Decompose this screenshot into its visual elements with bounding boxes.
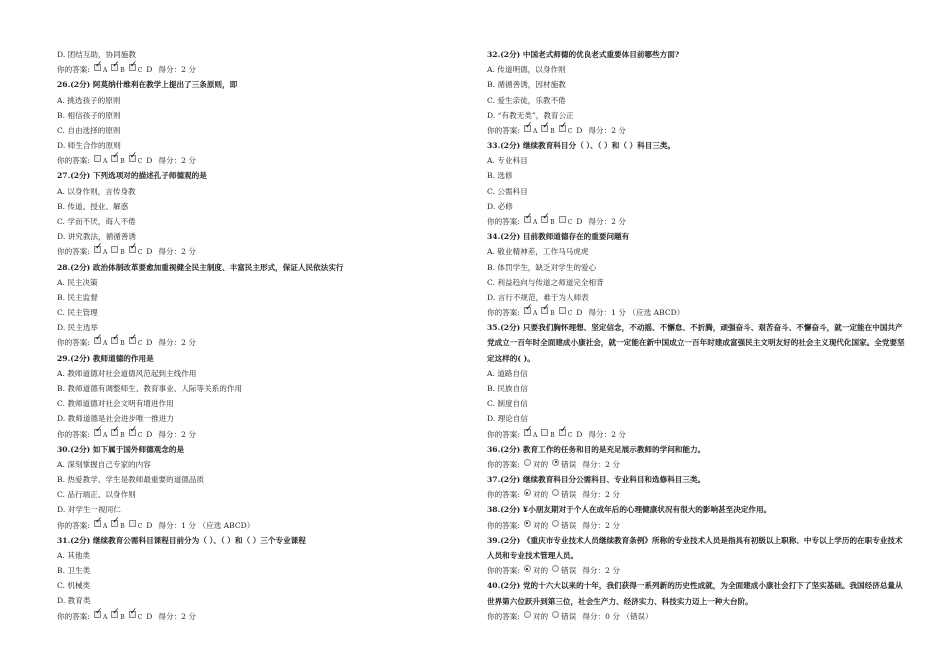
option-text: D. 团结互助，协同施教 xyxy=(57,50,136,59)
question-text: 32.(2分) 中国老式师德的优良老式重要体目前哪些方面? xyxy=(487,50,680,59)
option-letter: C xyxy=(137,613,143,621)
option-text: B. 热爱教学、学生是教师最重要的道德品质 xyxy=(57,475,205,485)
question-text: 26.(2分) 阿莫纳什维利在教学上提出了三条原则，即 xyxy=(57,80,238,90)
radio-true-label: 对的 xyxy=(532,459,549,469)
score-text: 得分：2 分 xyxy=(582,490,620,500)
answer-label: 你的答案: xyxy=(487,520,520,530)
question-text: 31.(2分) 继续教育公需科目课程目前分为（ ）、（ ）和（ ）三个专业课程 xyxy=(57,535,306,545)
option-text: B. 相信孩子的原则 xyxy=(57,110,121,120)
radio-false[interactable] xyxy=(552,520,559,527)
option-letter: C xyxy=(567,310,573,318)
score-text: 得分：2 分 xyxy=(588,216,627,226)
option-letter: D xyxy=(576,216,583,226)
option-text: A. 传道明德，以身作则 xyxy=(487,65,566,75)
answer-row xyxy=(487,307,684,318)
answer-checkbox[interactable] xyxy=(111,64,118,71)
option-text: D. 言行不规范，难于为人师表 xyxy=(487,292,589,302)
answer-row xyxy=(57,337,196,348)
option-text: D. 教育类 xyxy=(57,596,91,606)
answer-row xyxy=(487,216,626,227)
score-text: 得分：2 分 xyxy=(158,65,197,75)
score-text: 得分：2 分 xyxy=(588,429,627,439)
option-letter: D xyxy=(146,429,153,439)
option-text: B. 民族自信 xyxy=(487,383,528,393)
option-text: A. 敬业精神差，工作马马虎虎 xyxy=(487,247,589,257)
option-text: D. 讲究教法，循循善诱 xyxy=(57,232,136,242)
option-text: C. 利益趋向与传道之师道完全相背 xyxy=(487,277,604,287)
score-text: 得分：1 分 （应选 ABCD） xyxy=(588,308,685,318)
answer-label: 你的答案: xyxy=(57,520,90,530)
option-letter: A xyxy=(102,613,108,621)
answer-label: 你的答案: xyxy=(487,459,520,469)
option-text: A. 教师道德对社会道德风范起到主线作用 xyxy=(57,368,197,378)
option-letter: B xyxy=(120,613,125,621)
score-text: 得分：2 分 xyxy=(582,566,620,576)
score-text: 得分：1 分 （应选 ABCD） xyxy=(158,520,255,530)
option-letter: C xyxy=(567,127,573,135)
answer-label: 你的答案: xyxy=(487,611,520,621)
radio-false[interactable] xyxy=(552,611,559,618)
option-letter: A xyxy=(532,310,538,318)
answer-row xyxy=(487,429,626,440)
answer-label: 你的答案: xyxy=(57,611,90,621)
answer-label: 你的答案: xyxy=(487,429,520,439)
answer-checkbox[interactable] xyxy=(111,337,118,344)
option-letter: C xyxy=(137,158,143,166)
question-text: 37.(2分) 继续教育科目分公需科目、专业科目和选修科目三类。 xyxy=(487,475,706,485)
answer-checkbox[interactable] xyxy=(94,429,101,436)
option-text: A. 道路自信 xyxy=(487,368,528,378)
option-text: D. 民主选举 xyxy=(57,323,99,333)
option-letter: D xyxy=(146,247,153,257)
answer-row xyxy=(57,611,196,622)
answer-checkbox[interactable] xyxy=(559,429,566,436)
answer-checkbox[interactable] xyxy=(94,611,101,618)
question-text: 35.(2分) 只要我们胸怀理想、坚定信念，不动摇、不懈怠、不折腾，顽强奋斗、艰苦奋斗、不懈奋斗，就一定能在中国共产党成立一百年时全面建成小康社会，就一定能在新中国成立一百年时建成富强民主文明友好的社会主义现代化国家。全党要坚定这样的( )。 xyxy=(487,323,905,363)
option-letter: C xyxy=(137,522,143,530)
answer-checkbox[interactable] xyxy=(94,246,101,253)
option-letter: A xyxy=(102,340,108,348)
answer-row xyxy=(487,125,626,136)
answer-checkbox[interactable] xyxy=(111,155,118,162)
score-text: 得分：2 分 xyxy=(158,611,197,621)
answer-checkbox[interactable] xyxy=(559,307,566,314)
question-text: 28.(2分) 政治体制改革要愈加重视健全民主制度、丰富民主形式，保证人民依法实行 xyxy=(57,262,344,272)
option-text: A. 以身作则，言传身教 xyxy=(57,186,136,196)
option-letter: B xyxy=(120,158,125,166)
radio-false[interactable] xyxy=(552,565,559,572)
answer-checkbox[interactable] xyxy=(111,429,118,436)
answer-label: 你的答案: xyxy=(57,247,90,257)
answer-checkbox[interactable] xyxy=(94,337,101,344)
answer-checkbox[interactable] xyxy=(129,337,136,344)
answer-checkbox[interactable] xyxy=(524,125,531,132)
answer-checkbox[interactable] xyxy=(129,155,136,162)
option-letter: A xyxy=(102,522,108,530)
option-text: D. 教师道德是社会进步唯一推进力 xyxy=(57,414,174,424)
option-text: D. 师生合作的原则 xyxy=(57,141,121,151)
answer-checkbox[interactable] xyxy=(111,611,118,618)
option-letter: B xyxy=(120,249,125,257)
question-text: 39.(2分) 《重庆市专业技术人员继续教育条例》所称的专业技术人员是指具有初级以上职称、中专以上学历的在职专业技术人员和专业技术管理人员。 xyxy=(487,535,903,560)
answer-row xyxy=(57,155,196,166)
answer-checkbox[interactable] xyxy=(129,611,136,618)
answer-checkbox[interactable] xyxy=(559,125,566,132)
option-letter: A xyxy=(102,249,108,257)
answer-checkbox[interactable] xyxy=(111,520,118,527)
answer-row xyxy=(57,64,196,75)
score-text: 得分：2 分 xyxy=(158,156,197,166)
option-letter: D xyxy=(576,308,583,318)
answer-label: 你的答案: xyxy=(57,429,90,439)
option-letter: C xyxy=(567,218,573,226)
option-letter: B xyxy=(120,340,125,348)
option-letter: A xyxy=(532,127,538,135)
score-text: 得分：2 分 xyxy=(158,429,197,439)
option-text: D. 必修 xyxy=(487,201,513,211)
option-text: B. 循循善诱，因材施教 xyxy=(487,80,566,90)
question-text: 36.(2分) 教育工作的任务和目的是充足展示教师的学问和能力。 xyxy=(487,444,706,454)
answer-checkbox[interactable] xyxy=(541,125,548,132)
radio-true[interactable] xyxy=(524,520,531,527)
answer-checkbox[interactable] xyxy=(94,64,101,71)
answer-checkbox[interactable] xyxy=(94,155,101,162)
option-letter: C xyxy=(137,67,143,75)
answer-label: 你的答案: xyxy=(57,338,90,348)
radio-true[interactable] xyxy=(524,459,531,466)
option-letter: C xyxy=(137,431,143,439)
question-text: 27.(2分) 下列选项对的描述孔子师德观的是 xyxy=(57,171,207,181)
answer-checkbox[interactable] xyxy=(541,307,548,314)
option-letter: A xyxy=(102,158,108,166)
answer-checkbox[interactable] xyxy=(524,307,531,314)
option-text: C. 机械类 xyxy=(57,581,91,591)
answer-label: 你的答案: xyxy=(487,216,520,226)
option-text: A. 民主决策 xyxy=(57,277,98,287)
radio-false-label: 错误 xyxy=(561,490,577,500)
option-text: B. 选修 xyxy=(487,171,513,181)
answer-row xyxy=(487,520,620,531)
answer-label: 你的答案: xyxy=(487,566,520,576)
answer-row xyxy=(487,459,620,470)
radio-false-label: 错误 xyxy=(561,611,577,621)
radio-false-label: 错误 xyxy=(561,459,577,469)
answer-label: 你的答案: xyxy=(57,156,90,166)
option-text: D. 理论自信 xyxy=(487,414,529,424)
option-text: B. 传道、授业、解惑 xyxy=(57,201,129,211)
answer-checkbox[interactable] xyxy=(111,246,118,253)
option-letter: D xyxy=(146,156,153,166)
option-letter: B xyxy=(120,522,125,530)
answer-label: 你的答案: xyxy=(487,490,520,500)
option-letter: B xyxy=(120,67,125,75)
option-letter: D xyxy=(576,125,583,135)
radio-false[interactable] xyxy=(552,489,559,496)
option-text: C. 民主管理 xyxy=(57,308,98,318)
answer-checkbox[interactable] xyxy=(129,64,136,71)
answer-row xyxy=(487,611,653,622)
option-text: B. 卫生类 xyxy=(57,566,91,576)
score-text: 得分：2 分 xyxy=(588,125,627,135)
answer-row xyxy=(487,489,620,500)
option-letter: B xyxy=(550,431,555,439)
option-text: D. “有教无类”，教育公正 xyxy=(487,110,574,120)
option-text: A. 深刻掌握自己专家的内容 xyxy=(57,459,151,469)
option-letter: D xyxy=(576,429,583,439)
option-letter: C xyxy=(567,431,573,439)
question-text: 34.(2分) 目前教师道德存在的重要问题有 xyxy=(487,232,630,242)
question-text: 40.(2分) 党的十六大以来的十年，我们获得一系列新的历史性成就，为全面建成小康社会打下了坚实基础。我国经济总量从世界第六位跃升到第三位，社会生产力、经济实力、科技实力迈上一种大台阶。 xyxy=(487,581,903,606)
option-text: A. 专业科目 xyxy=(487,156,528,166)
option-text: C. 品行端正、以身作则 xyxy=(57,490,136,500)
answer-row xyxy=(57,429,196,440)
question-text: 30.(2分) 如下属于国外师德观念的是 xyxy=(57,444,185,454)
radio-true[interactable] xyxy=(524,565,531,572)
option-letter: B xyxy=(120,431,125,439)
option-text: C. 爱生亲徒，乐教不倦 xyxy=(487,95,566,105)
option-letter: D xyxy=(146,520,153,530)
option-text: A. 其他类 xyxy=(57,550,91,560)
question-text: 38.(2分) ¥小朋友期对于个人在成年后的心理健康状况有很大的影响甚至决定作用。 xyxy=(487,505,772,515)
option-text: A. 挑选孩子的原则 xyxy=(57,95,121,105)
option-letter: A xyxy=(532,431,538,439)
option-letter: B xyxy=(550,218,555,226)
option-letter: A xyxy=(102,431,108,439)
answer-label: 你的答案: xyxy=(487,308,520,318)
score-text: 得分：2 分 xyxy=(582,459,620,469)
option-letter: D xyxy=(146,338,153,348)
option-text: B. 体罚学生，缺乏对学生的爱心 xyxy=(487,262,597,272)
radio-false-label: 错误 xyxy=(561,520,577,530)
answer-row xyxy=(57,520,254,531)
radio-false[interactable] xyxy=(552,459,559,466)
score-text: 得分：2 分 xyxy=(158,247,197,257)
answer-checkbox[interactable] xyxy=(559,216,566,223)
radio-true-label: 对的 xyxy=(532,566,549,576)
score-text: 得分：0 分 （错误） xyxy=(582,611,653,621)
option-text: C. 自由选择的原则 xyxy=(57,125,121,135)
answer-label: 你的答案: xyxy=(487,125,520,135)
option-letter: D xyxy=(146,65,153,75)
answer-checkbox[interactable] xyxy=(524,429,531,436)
score-text: 得分：2 分 xyxy=(582,520,620,530)
answer-label: 你的答案: xyxy=(57,65,90,75)
option-text: B. 教师道德有调整师生、教育事业、人际等关系的作用 xyxy=(57,383,243,393)
option-letter: A xyxy=(102,67,108,75)
option-text: C. 制度自信 xyxy=(487,399,528,409)
answer-checkbox[interactable] xyxy=(129,520,136,527)
answer-checkbox[interactable] xyxy=(129,246,136,253)
answer-checkbox[interactable] xyxy=(524,216,531,223)
option-text: B. 民主监督 xyxy=(57,292,98,302)
option-letter: C xyxy=(137,249,143,257)
radio-true-label: 对的 xyxy=(532,520,549,530)
question-text: 33.(2分) 继续教育科目分（ ）、（ ）和（ ）科目三类。 xyxy=(487,141,676,151)
option-letter: D xyxy=(146,611,153,621)
option-letter: B xyxy=(550,310,555,318)
answer-row xyxy=(487,565,620,576)
radio-true-label: 对的 xyxy=(532,611,549,621)
radio-true[interactable] xyxy=(524,611,531,618)
answer-checkbox[interactable] xyxy=(94,520,101,527)
radio-false-label: 错误 xyxy=(561,566,577,576)
option-letter: B xyxy=(550,127,555,135)
question-text: 29.(2分) 教师道德的作用是 xyxy=(57,353,154,363)
answer-checkbox[interactable] xyxy=(541,216,548,223)
option-letter: A xyxy=(532,218,538,226)
option-letter: C xyxy=(137,340,143,348)
option-text: C. 教师道德对社会文明有增进作用 xyxy=(57,399,174,409)
score-text: 得分：2 分 xyxy=(158,338,197,348)
radio-true[interactable] xyxy=(524,489,531,496)
answer-row xyxy=(57,246,196,257)
radio-true-label: 对的 xyxy=(532,490,549,500)
answer-checkbox[interactable] xyxy=(129,429,136,436)
answer-checkbox[interactable] xyxy=(541,429,548,436)
option-text: D. 对学生一视同仁 xyxy=(57,505,121,515)
option-text: C. 公需科目 xyxy=(487,186,528,196)
option-text: C. 学而不厌，诲人不倦 xyxy=(57,216,136,226)
